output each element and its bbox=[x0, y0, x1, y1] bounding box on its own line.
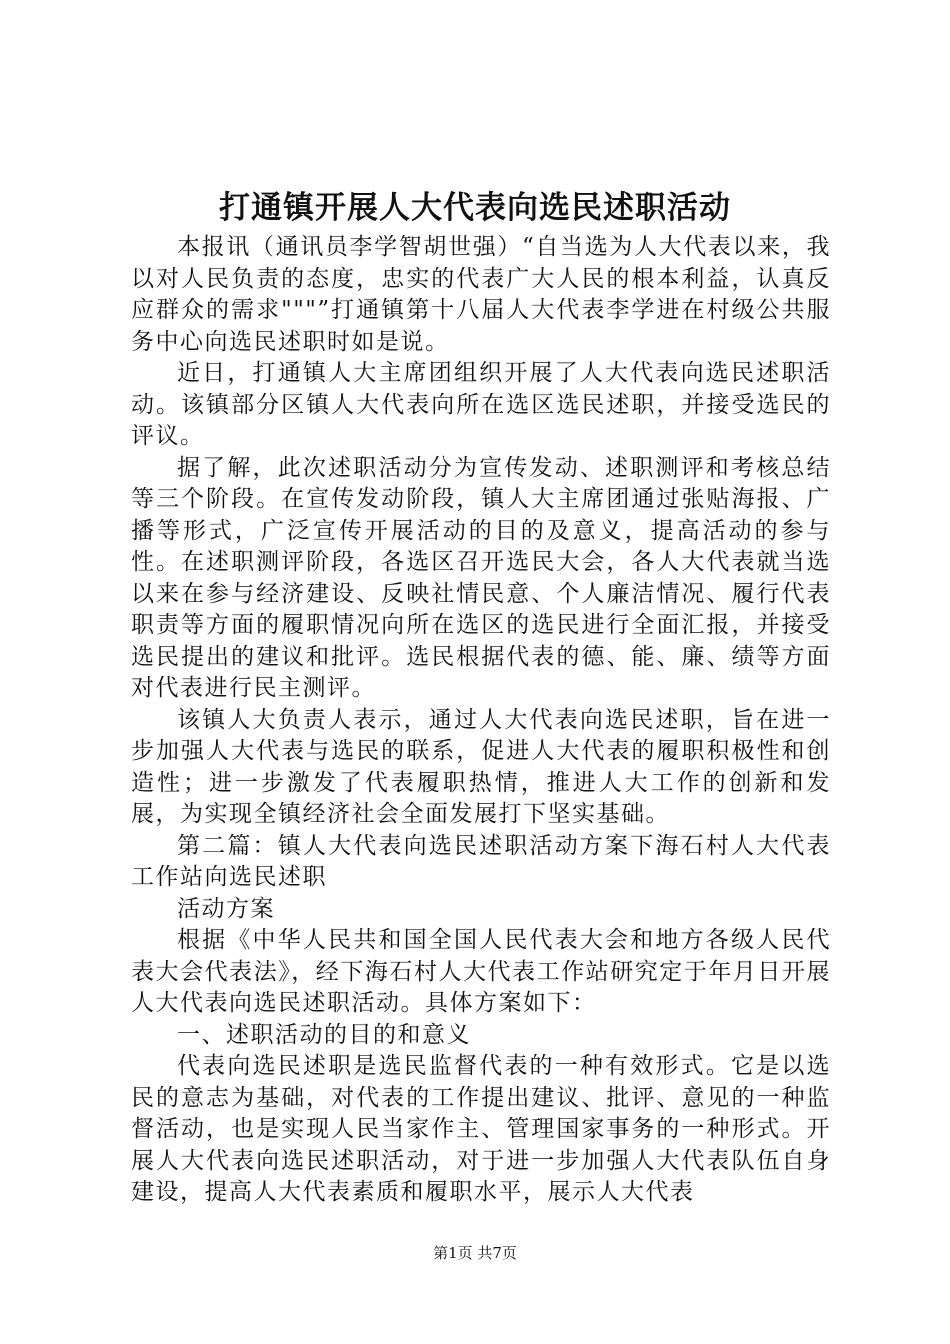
paragraph: 本报讯（通讯员李学智胡世强）“自当选为人大代表以来，我以对人民负责的态度，忠实的代表广大人民的根本利益，认真反应群众的需求"""”打通镇第十八届人大代表李学进在村级公共服务中心向选民述职时如是说。 bbox=[131, 234, 831, 355]
paragraph: 活动方案 bbox=[177, 895, 275, 922]
paragraph: 据了解，此次述职活动分为宣传发动、述职测评和考核总结等三个阶段。在宣传发动阶段，镇人大主席团通过张贴海报、广播等形式，广泛宣传开展活动的目的及意义，提高活动的参与性。在述职测评阶段，各选区召开选民大会，各人大代表就当选以来在参与经济建设、反映社情民意、个人廉洁情况、履行代表职责等方面的履职情况向所在选区的选民进行全面汇报，并接受选民提出的建议和批评。选民根据代表的德、能、廉、绩等方面对代表进行民主测评。 bbox=[131, 454, 831, 701]
paragraph: 代表向选民述职是选民监督代表的一种有效形式。它是以选民的意志为基础，对代表的工作提出建议、批评、意见的一种监督活动，也是实现人民当家作主、管理国家事务的一种形式。开展人大代表向选民述职活动，对于进一步加强人大代表队伍自身建设，提高人大代表素质和履职水平，展示人大代表 bbox=[131, 1053, 831, 1205]
document-title: 打通镇开展人大代表向选民述职活动 bbox=[219, 190, 731, 226]
paragraph: 一、述职活动的目的和意义 bbox=[177, 1021, 471, 1048]
document-body bbox=[131, 232, 831, 1209]
paragraph: 近日，打通镇人大主席团组织开展了人大代表向选民述职活动。该镇部分区镇人大代表向所在选区选民述职，并接受选民的评议。 bbox=[131, 360, 831, 449]
paragraph: 该镇人大负责人表示，通过人大代表向选民述职，旨在进一步加强人大代表与选民的联系，促进人大代表的履职积极性和创造性；进一步激发了代表履职热情，推进人大工作的创新和发展，为实现全镇经济社会全面发展打下坚实基础。 bbox=[131, 706, 831, 827]
paragraph: 根据《中华人民共和国全国人民代表大会和地方各级人民代表大会代表法》，经下海石村人大代表工作站研究定于年月日开展人大代表向选民述职活动。具体方案如下： bbox=[131, 927, 831, 1016]
paragraph: 第二篇：镇人大代表向选民述职活动方案下海石村人大代表工作站向选民述职 bbox=[131, 832, 831, 890]
page-number: 第1页 共7页 bbox=[433, 1244, 517, 1262]
